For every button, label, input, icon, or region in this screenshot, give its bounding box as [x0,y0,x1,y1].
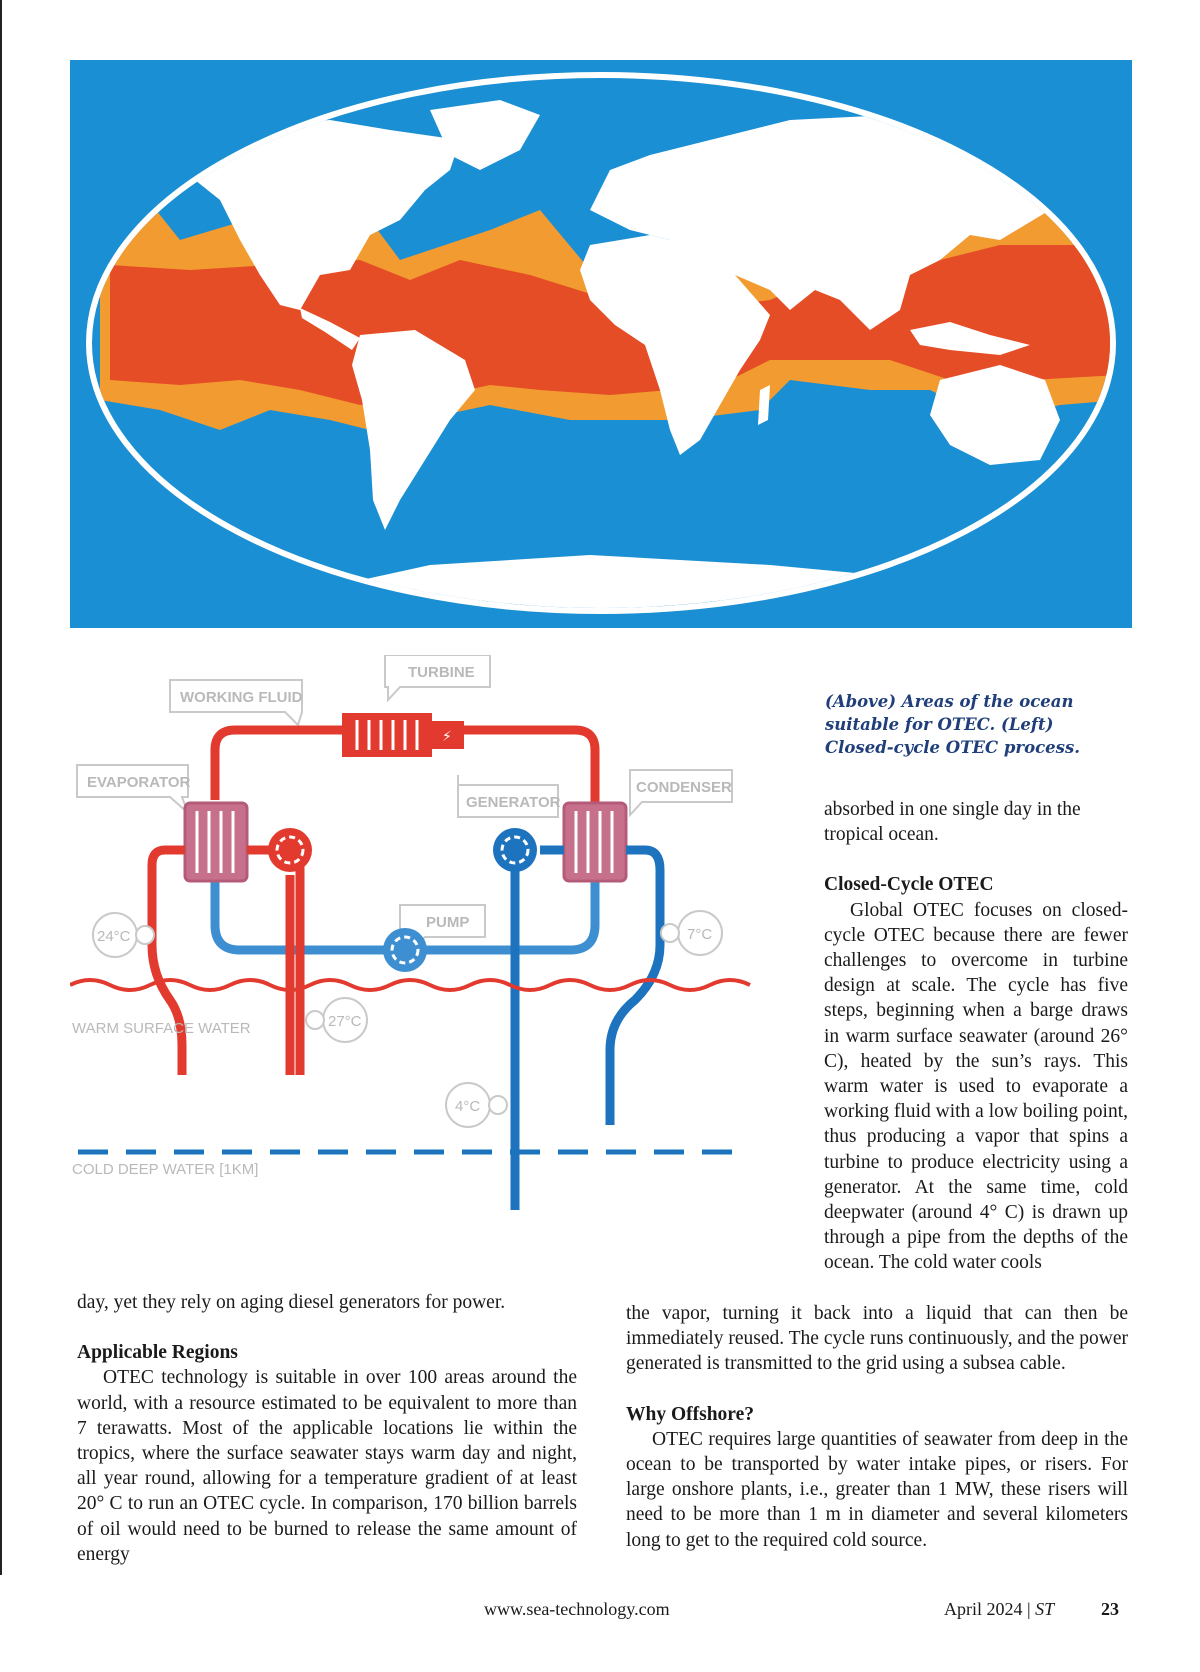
cold-deep-water-label: COLD DEEP WATER [1KM] [72,1161,259,1178]
turbine-callout [385,655,490,700]
generator-label: GENERATOR [466,794,561,811]
turbine-label: TURBINE [408,664,475,681]
evaporator-label: EVAPORATOR [87,774,191,791]
right-column-upper [824,797,1128,1276]
left-paragraph-start: day, yet they rely on aging diesel generators for power. [77,1292,506,1313]
svg-text:⚡: ⚡ [442,729,452,745]
footer-publication: ST [1035,1599,1055,1619]
pump-label: PUMP [426,914,470,931]
left-column [77,1290,577,1567]
footer-issue [944,1599,1054,1620]
applicable-regions-heading: Applicable Regions [77,1342,238,1364]
closed-cycle-paragraph: Global OTEC focuses on closed-cycle OTEC because there are fewer challenges to overcome in turbine design at scale. The cycle has five steps, beginning when a barge draws in warm surface seawater (around 26° C), heated by the sun’s rays. This warm water is used to evaporate a working fluid with a low boiling point, thus producing a vapor that spins a turbine to produce electricity using a generator. At the same time, cold deepwater (around 4° C) is drawn up through a pipe from the depths of the ocean. The cold water cools [824,899,1128,1274]
footer-website: www.sea-technology.com [484,1599,670,1619]
page-edge-rule [0,0,2,1575]
fluid-pump [383,928,427,972]
temp-27-marker [306,998,367,1042]
temp-4-marker [446,1083,507,1127]
right-paragraph-start: absorbed in one single day in the tropical ocean. [824,799,1081,846]
applicable-regions-paragraph: OTEC technology is suitable in over 100 areas around the world, with a resource estimated to be equivalent to more than 7 terawatts. Most of the applicable locations lie within the tropics, where the surface seawater stays warm day and night, all year round, allowing for a temperature gradient of at least 20° C to run an OTEC cycle. In comparison, 170 billion barrels of oil would need to be burned to release the same amount of energy [77,1367,577,1565]
temp-24: 24°C [97,928,131,945]
generator-callout [458,775,561,817]
warm-surface-water-label: WARM SURFACE WATER [72,1020,251,1037]
otec-suitability-map [70,60,1132,628]
temp-7: 7°C [687,926,713,943]
turbine [342,713,464,757]
right-column-lower [626,1301,1128,1553]
temp-4: 4°C [455,1098,481,1115]
condenser-label: CONDENSER [636,779,732,796]
evaporator-callout [77,765,191,813]
temp-7-marker [661,911,722,955]
footer-date: April 2024 | [944,1599,1036,1619]
why-offshore-paragraph: OTEC requires large quantities of seawater from deep in the ocean to be transported by water intake pipes, or risers. For large onshore plants, i.e., greater than 1 MW, these risers will need to be more than 1 m in diameter and several kilometers long to get to the required cold source. [626,1428,1128,1551]
temp-27: 27°C [328,1013,362,1030]
closed-cycle-paragraph-cont: the vapor, turning it back into a liquid that can then be immediately reused. The cycle runs continuously, and the power generated is transmitted to the grid using a subsea cable. [626,1303,1128,1375]
closed-cycle-heading: Closed-Cycle OTEC [824,874,994,896]
temp-24-marker [93,913,154,957]
cold-pump [493,828,537,872]
page-number: 23 [1101,1599,1119,1619]
warm-pump [268,828,312,872]
why-offshore-heading: Why Offshore? [626,1403,755,1425]
working-fluid-label: WORKING FLUID [180,689,303,706]
working-fluid-callout [170,680,303,725]
figure-caption: (Above) Areas of the ocean suitable for OTEC. (Left) Closed-cycle OTEC process. [825,692,1080,757]
condenser-callout [630,770,732,815]
closed-cycle-otec-diagram [70,655,810,1285]
condenser [564,803,626,881]
